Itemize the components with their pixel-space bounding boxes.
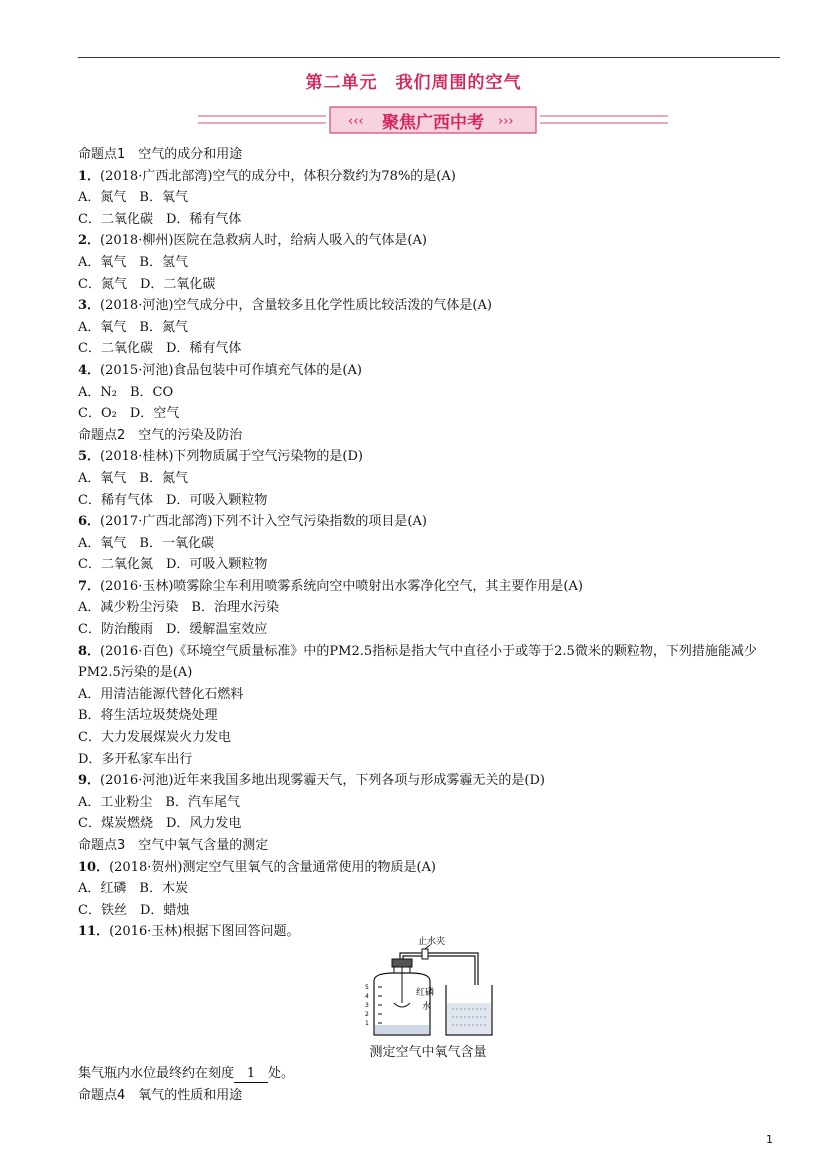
option-line: C．铁丝 D．蜡烛 [78, 902, 190, 918]
option-line: A．氧气 B．氢气 [78, 254, 188, 270]
banner [198, 106, 668, 134]
clamp-label: 止水夹 [418, 936, 446, 947]
question-text: (2016·玉林)根据下图回答问题。 [109, 924, 300, 940]
oxygen-measure-apparatus [360, 936, 500, 1041]
phosphorus-label: 红磷 [416, 987, 435, 998]
question-number: 2． [78, 233, 101, 249]
answer-blank: 1 [234, 1066, 268, 1083]
question-stem [78, 857, 783, 879]
option-line: A．用清洁能源代替化石燃料 [78, 686, 244, 702]
option-line: C．大力发展煤炭火力发电 [78, 730, 231, 746]
question-stem [78, 641, 783, 684]
question-number: 11． [78, 924, 110, 940]
question-text: (2016·河池)近年来我国多地出现雾霾天气，下列各项与形成雾霾无关的是(D) [100, 773, 545, 789]
question-number: 1． [78, 168, 101, 184]
option-line: A．工业粉尘 B．汽车尾气 [78, 794, 240, 810]
option-line: A．氧气 B．氮气 [78, 319, 188, 335]
scale-mark: 1 [365, 1019, 369, 1027]
answer-line [78, 1063, 783, 1085]
svg-text:‹‹‹: ‹‹‹ [348, 114, 364, 129]
answer-prefix: 集气瓶内水位最终约在刻度 [78, 1065, 235, 1081]
scale-mark: 3 [365, 1001, 369, 1009]
section-heading: 命题点2 空气的污染及防治 [78, 427, 243, 443]
option-line: A．红磷 B．木炭 [78, 881, 188, 897]
question-text: (2018·贺州)测定空气里氧气的含量通常使用的物质是(A) [109, 859, 436, 875]
unit-title: 第二单元 我们周围的空气 [305, 73, 522, 93]
question-stem [78, 360, 783, 382]
option-line: A．氧气 B．氮气 [78, 470, 188, 486]
question-stem [78, 230, 783, 252]
question-number: 9． [78, 773, 101, 789]
option-line: A．N₂ B．CO [78, 384, 174, 400]
question-text: (2018·柳州)医院在急救病人时，给病人吸入的气体是(A) [100, 233, 427, 249]
question-number: 7． [78, 578, 101, 594]
section-heading: 命题点1 空气的成分和用途 [78, 147, 243, 162]
option-line: C．二氧化氮 D．可吸入颗粒物 [78, 557, 268, 573]
question-stem [78, 295, 783, 317]
svg-text:›››: ››› [498, 114, 514, 129]
option-line: C．O₂ D．空气 [78, 406, 180, 422]
question-text: (2017·广西北部湾)下列不计入空气污染指数的项目是(A) [100, 514, 427, 530]
question-stem [78, 511, 783, 533]
section-heading: 命题点3 空气中氧气含量的测定 [78, 838, 269, 853]
question-number: 4． [78, 362, 101, 378]
scale-mark: 5 [365, 983, 369, 991]
option-line: C．稀有气体 D．可吸入颗粒物 [78, 492, 268, 508]
question-text: (2018·河池)空气成分中，含量较多且化学性质比较活泼的气体是(A) [100, 298, 492, 314]
question-number: 8． [78, 643, 101, 659]
question-stem [78, 446, 783, 468]
option-line: D．多开私家车出行 [78, 751, 193, 767]
question-number: 3． [78, 298, 101, 314]
option-line: A．减少粉尘污染 B．治理水污染 [78, 600, 279, 616]
figure-caption: 测定空气中氧气含量 [369, 1044, 487, 1060]
question-stem [78, 166, 783, 188]
scale-mark: 2 [365, 1010, 369, 1018]
option-line: B．将生活垃圾焚烧处理 [78, 708, 218, 724]
page-number: 1 [766, 1133, 773, 1146]
question-text: (2018·广西北部湾)空气的成分中，体积分数约为78%的是(A) [100, 168, 456, 184]
option-line: C．二氧化碳 D．稀有气体 [78, 211, 242, 227]
answer-suffix: 处。 [268, 1065, 295, 1081]
question-text: (2018·桂林)下列物质属于空气污染物的是(D) [100, 449, 363, 465]
question-number: 10． [78, 859, 110, 875]
question-stem [78, 770, 783, 792]
question-number: 5． [78, 449, 101, 465]
section-heading: 命题点4 氧气的性质和用途 [78, 1087, 243, 1103]
apparatus-figure [78, 936, 783, 1063]
option-line: A．氮气 B．氧气 [78, 190, 188, 206]
header-rule [78, 57, 780, 58]
option-line: A．氧气 B．一氧化碳 [78, 535, 214, 551]
question-number: 6． [78, 514, 101, 530]
question-stem [78, 576, 783, 598]
water-label: 水 [422, 1001, 432, 1012]
option-line: C．煤炭燃烧 D．风力发电 [78, 816, 242, 832]
question-text: (2015·河池)食品包装中可作填充气体的是(A) [100, 362, 362, 378]
banner-title: 聚焦广西中考 [382, 112, 484, 133]
option-line: C．氮气 D．二氧化碳 [78, 276, 216, 292]
question-text: (2016·玉林)喷雾除尘车利用喷雾系统向空中喷射出水雾净化空气，其主要作用是(A) [100, 578, 583, 594]
question-list [78, 144, 783, 1106]
option-line: C．防治酸雨 D．缓解温室效应 [78, 622, 268, 638]
question-text: (2016·百色)《环境空气质量标准》中的PM2.5指标是指大气中直径小于或等于2.5微米的颗粒物，下列措施能减少PM2.5污染的是(A) [78, 643, 757, 681]
option-line: C．二氧化碳 D．稀有气体 [78, 341, 242, 357]
scale-mark: 4 [365, 992, 369, 1000]
